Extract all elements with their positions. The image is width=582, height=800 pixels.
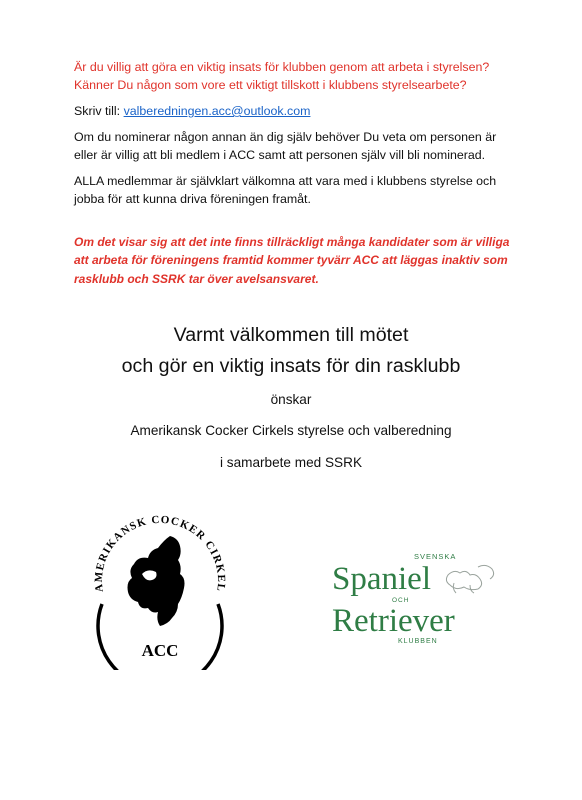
contact-prefix: Skriv till:: [74, 104, 124, 118]
welcome-heading: [0, 320, 582, 382]
ssrk-word-spaniel: Spaniel: [332, 561, 431, 597]
all-members-paragraph: [74, 172, 524, 209]
acc-initials: ACC: [141, 641, 179, 660]
nominate-line-1: Om du nominerar någon annan än dig själv behöver Du veta om personen är: [74, 130, 497, 144]
warning-line-2: att arbeta för föreningens framtid kommer tyvärr ACC att läggas inaktiv som: [74, 253, 508, 268]
ssrk-word-retriever: Retriever: [332, 603, 455, 639]
acc-ring-text: AMERIKANSK COCKER CIRKEL: [92, 513, 228, 593]
nominate-paragraph: [74, 128, 524, 165]
welcome-line-2: och gör en viktig insats för din rasklubb: [121, 355, 461, 377]
intro-line-2: Känner Du någon som vore ett viktigt tillskott i klubbens styrelsearbete?: [74, 78, 467, 93]
intro-question: [74, 58, 524, 95]
ssrk-top-text: SVENSKA: [414, 552, 457, 561]
contact-line: [74, 102, 524, 120]
warning-line-3: rasklubb och SSRK tar över avelsansvaret.: [74, 271, 319, 286]
ssrk-bottom-text: KLUBBEN: [398, 638, 438, 645]
intro-line-1: Är du villig att göra en viktig insats för klubben genom att arbeta i styrelsen?: [74, 60, 490, 74]
nominate-line-2: eller är villig att bli medlem i ACC samt att personen själv vill bli nominerad.: [74, 148, 486, 163]
all-members-line-2: jobba för att kunna driva föreningen framåt.: [74, 192, 311, 207]
email-link[interactable]: valberedningen.acc@outlook.com: [123, 104, 311, 118]
dogs-outline-icon: [446, 565, 493, 593]
sender-text: Amerikansk Cocker Cirkels styrelse och valberedning: [130, 423, 452, 438]
ssrk-logo: [330, 545, 530, 645]
cooperation-text: i samarbete med SSRK: [219, 455, 363, 470]
acc-logo: [80, 510, 240, 670]
warning-line-1: Om det visar sig att det inte finns tillräckligt många kandidater som är villiga: [74, 235, 510, 249]
ssrk-och-text: OCH: [392, 597, 410, 604]
cocker-spaniel-map-icon: [128, 536, 185, 626]
welcome-line-1: Varmt välkommen till mötet: [173, 324, 409, 346]
warning-paragraph: [74, 233, 524, 288]
all-members-line-1: ALLA medlemmar är självklart välkomna att vara med i klubbens styrelse och: [74, 174, 497, 188]
wishes-text: önskar: [270, 392, 312, 407]
